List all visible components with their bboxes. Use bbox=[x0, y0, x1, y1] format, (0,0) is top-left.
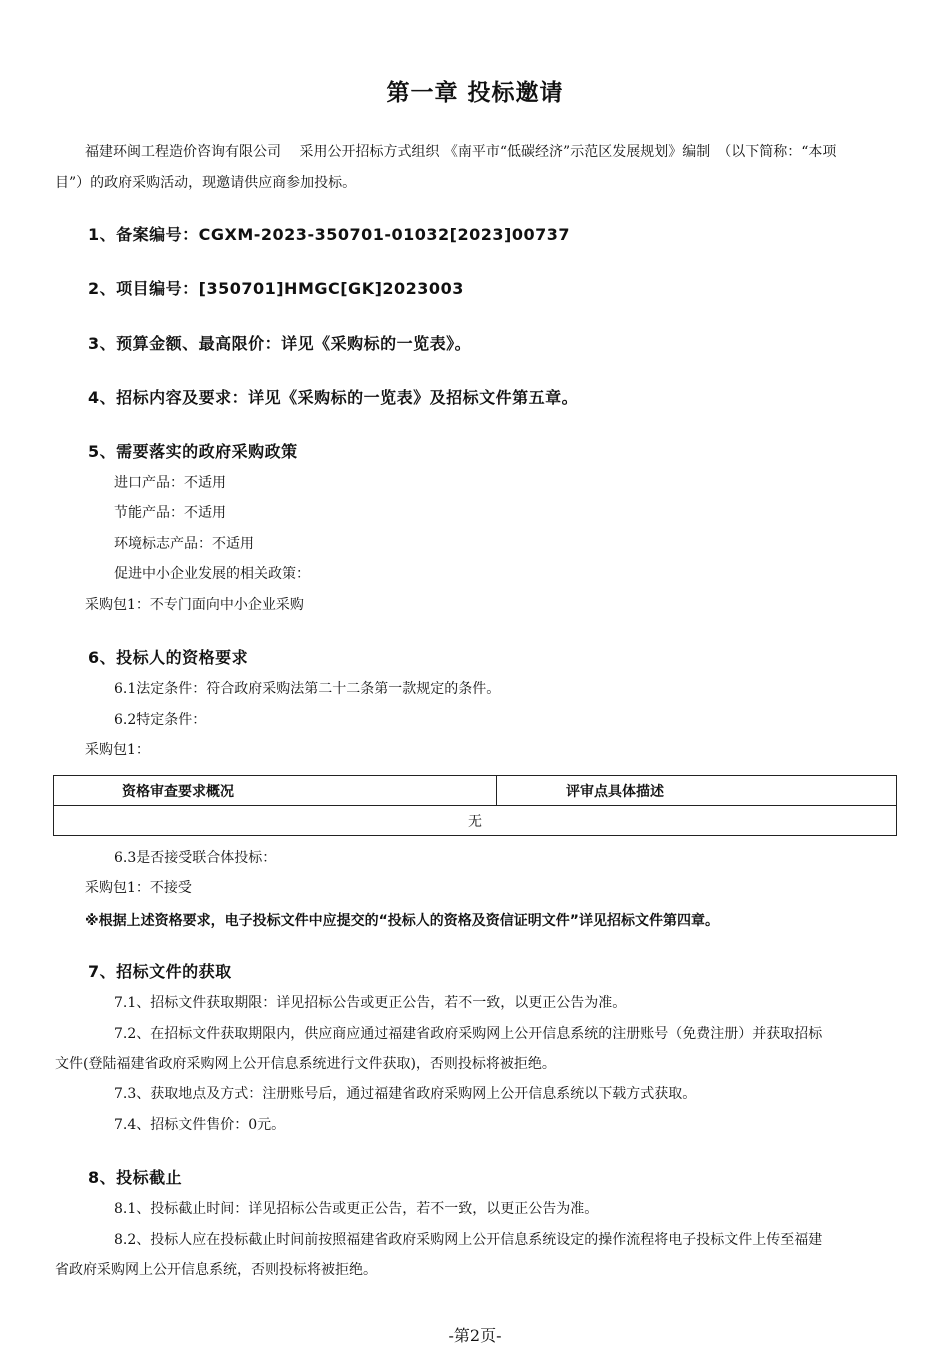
section-7-heading: 7、招标文件的获取 bbox=[88, 962, 232, 981]
intro-line-2: 目”）的政府采购活动，现邀请供应商参加投标。 bbox=[55, 175, 357, 191]
section-3-budget: 3、预算金额、最高限价：详见《采购标的一览表》。 bbox=[88, 334, 472, 353]
qualification-consortium-package: 采购包1：不接受 bbox=[85, 880, 192, 896]
section-6-heading: 6、投标人的资格要求 bbox=[88, 648, 249, 667]
obtain-7-1: 7.1、招标文件获取期限：详见招标公告或更正公告，若不一致，以更正公告为准。 bbox=[114, 995, 627, 1011]
qualification-consortium: 6.3是否接受联合体投标： bbox=[114, 850, 277, 866]
page-title: 第一章 投标邀请 bbox=[386, 80, 564, 106]
section-4-content: 4、招标内容及要求：详见《采购标的一览表》及招标文件第五章。 bbox=[88, 388, 579, 407]
obtain-7-4: 7.4、招标文件售价：0元。 bbox=[114, 1117, 286, 1133]
policy-sme: 促进中小企业发展的相关政策： bbox=[114, 566, 310, 582]
section-8-heading: 8、投标截止 bbox=[88, 1168, 183, 1187]
obtain-7-2-line-1: 7.2、在招标文件获取期限内，供应商应通过福建省政府采购网上公开信息系统的注册账号（免费注册）并获取招标 bbox=[114, 1026, 823, 1042]
policy-energy: 节能产品：不适用 bbox=[114, 505, 226, 521]
section-1-record-number: 1、备案编号：CGXM-2023-350701-01032[2023]00737 bbox=[88, 225, 571, 244]
qualification-legal: 6.1法定条件：符合政府采购法第二十二条第一款规定的条件。 bbox=[114, 681, 501, 697]
table-row bbox=[54, 806, 897, 836]
table-header-overview: 资格审查要求概况 bbox=[54, 776, 497, 806]
section-5-heading: 5、需要落实的政府采购政策 bbox=[88, 442, 298, 461]
qualification-package: 采购包1： bbox=[85, 742, 150, 758]
obtain-7-2-line-2: 文件(登陆福建省政府采购网上公开信息系统进行文件获取)，否则投标将被拒绝。 bbox=[55, 1056, 556, 1072]
section-2-project-number: 2、项目编号：[350701]HMGC[GK]2023003 bbox=[88, 279, 464, 298]
intro-line-1: 福建环闽工程造价咨询有限公司 采用公开招标方式组织 《南平市“低碳经济”示范区发展规划》编制 （以下简称：“本项 bbox=[85, 144, 837, 160]
qualification-table bbox=[53, 775, 897, 836]
policy-package: 采购包1：不专门面向中小企业采购 bbox=[85, 597, 304, 613]
deadline-8-1: 8.1、投标截止时间：详见招标公告或更正公告，若不一致，以更正公告为准。 bbox=[114, 1201, 599, 1217]
table-header-description: 评审点具体描述 bbox=[497, 776, 897, 806]
policy-import: 进口产品：不适用 bbox=[114, 475, 226, 491]
qualification-note: ※根据上述资格要求，电子投标文件中应提交的“投标人的资格及资信证明文件”详见招标文件第四章。 bbox=[85, 913, 720, 929]
page-number: -第2页- bbox=[448, 1326, 502, 1345]
qualification-specific: 6.2特定条件： bbox=[114, 712, 207, 728]
deadline-8-2-line-1: 8.2、投标人应在投标截止时间前按照福建省政府采购网上公开信息系统设定的操作流程将电子投标文件上传至福建 bbox=[114, 1232, 823, 1248]
policy-environment: 环境标志产品：不适用 bbox=[114, 536, 254, 552]
obtain-7-3: 7.3、获取地点及方式：注册账号后，通过福建省政府采购网上公开信息系统以下载方式获取。 bbox=[114, 1086, 697, 1102]
table-cell-none: 无 bbox=[54, 806, 897, 836]
table-header-row bbox=[54, 776, 897, 806]
deadline-8-2-line-2: 省政府采购网上公开信息系统，否则投标将被拒绝。 bbox=[55, 1262, 377, 1278]
